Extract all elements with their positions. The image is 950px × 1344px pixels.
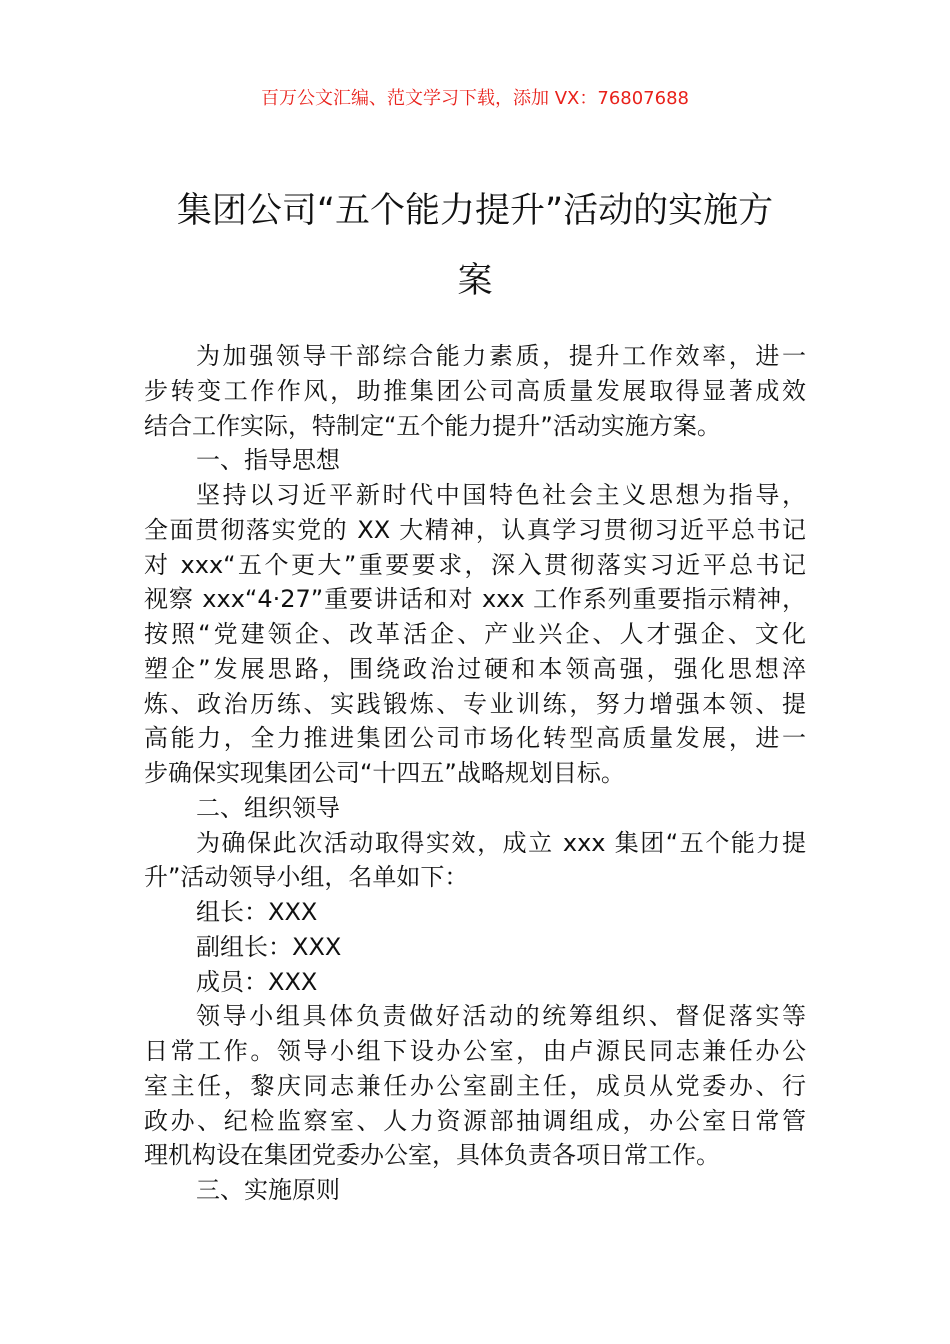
paragraph-line: 二、组织领导 bbox=[196, 793, 340, 822]
paragraph bbox=[144, 826, 806, 896]
paragraph-line: 为加强领导干部综合能力素质，提升工作效率，进一 bbox=[196, 342, 806, 370]
paragraph-line: 按照“党建领企、改革活企、产业兴企、人才强企、文化 bbox=[144, 620, 806, 648]
paragraph-line: 三、实施原则 bbox=[196, 1176, 340, 1204]
paragraph bbox=[144, 999, 806, 1173]
paragraph bbox=[144, 1173, 806, 1208]
paragraph-line: 室主任，黎庆同志兼任办公室副主任，成员从党委办、行 bbox=[144, 1071, 806, 1100]
paragraph-line: 塑企”发展思路，围绕政治过硬和本领高强，强化思想淬 bbox=[144, 654, 806, 683]
paragraph-line: 结合工作实际，特制定“五个能力提升”活动实施方案。 bbox=[144, 411, 721, 440]
paragraph bbox=[144, 478, 806, 791]
paragraph-line: 视察 xxx“4·27”重要讲话和对 xxx 工作系列重要指示精神， bbox=[144, 585, 806, 614]
watermark-header: 百万公文汇编、范文学习下载，添加 VX：76807688 bbox=[261, 88, 689, 109]
paragraph-line: 成员：XXX bbox=[196, 967, 318, 996]
paragraph bbox=[144, 895, 806, 930]
paragraph-line: 领导小组具体负责做好活动的统筹组织、督促落实等 bbox=[196, 1002, 806, 1031]
paragraph-line: 组长：XXX bbox=[196, 898, 318, 926]
paragraph bbox=[144, 443, 806, 478]
paragraph-line: 步确保实现集团公司“十四五”战略规划目标。 bbox=[144, 759, 625, 787]
paragraph-line: 副组长：XXX bbox=[196, 932, 342, 961]
paragraph bbox=[144, 339, 806, 443]
paragraph-line: 炼、政治历练、实践锻炼、专业训练，努力增强本领、提 bbox=[144, 689, 806, 718]
document-body bbox=[144, 339, 806, 1208]
paragraph bbox=[144, 930, 806, 965]
paragraph-line: 对 xxx“五个更大”重要要求，深入贯彻落实习近平总书记 bbox=[144, 550, 806, 579]
paragraph bbox=[144, 965, 806, 1000]
paragraph-line: 升”活动领导小组，名单如下： bbox=[144, 863, 469, 892]
title-line: 集团公司“五个能力提升”活动的实施方 bbox=[176, 191, 774, 231]
paragraph-line: 政办、纪检监察室、人力资源部抽调组成，办公室日常管 bbox=[144, 1106, 806, 1135]
document-title bbox=[100, 176, 850, 316]
paragraph-line: 一、指导思想 bbox=[196, 446, 340, 475]
paragraph-line: 坚持以习近平新时代中国特色社会主义思想为指导， bbox=[196, 481, 806, 509]
paragraph-line: 为确保此次活动取得实效，成立 xxx 集团“五个能力提 bbox=[196, 828, 806, 857]
paragraph-line: 高能力，全力推进集团公司市场化转型高质量发展，进一 bbox=[144, 724, 806, 753]
paragraph-line: 日常工作。领导小组下设办公室，由卢源民同志兼任办公 bbox=[144, 1037, 806, 1065]
paragraph-line: 全面贯彻落实党的 XX 大精神，认真学习贯彻习近平总书记 bbox=[144, 515, 806, 544]
paragraph bbox=[144, 791, 806, 826]
paragraph-line: 理机构设在集团党委办公室，具体负责各项日常工作。 bbox=[144, 1141, 720, 1170]
title-line: 案 bbox=[457, 261, 493, 301]
paragraph-line: 步转变工作作风，助推集团公司高质量发展取得显著成效 bbox=[144, 376, 806, 405]
